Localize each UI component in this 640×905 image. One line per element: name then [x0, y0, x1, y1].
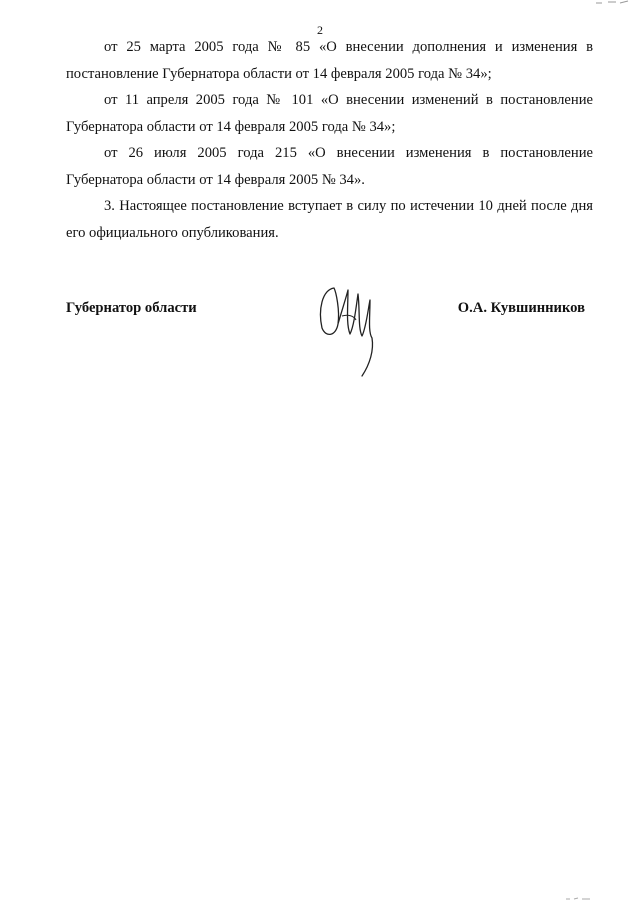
paragraph-rest: дня его официального опубликования.: [66, 198, 593, 241]
handwritten-signature: [312, 280, 388, 378]
signer-name: О.А. Кувшинников: [457, 300, 585, 316]
page-number: 2: [317, 23, 323, 37]
paragraph-first-line: от 25 марта 2005 года № 85 «О внесении дополнения и изменения в: [104, 39, 593, 55]
signer-title: Губернатор области: [66, 300, 197, 316]
paragraph-amendment-april: [66, 87, 593, 141]
paragraph-first-line: 3. Настоящее постановление вступает в силу по истечении 10 дней после: [104, 198, 567, 214]
paragraph-rest: постановление Губернатора области от 14 февраля 2005 года № 34»;: [66, 66, 492, 82]
paragraph-amendment-july: [66, 140, 593, 194]
paragraph-rest: Губернатора области от 14 февраля 2005 № 34».: [66, 172, 365, 188]
paragraph-first-line: от 26 июля 2005 года 215 «О внесении изменения в постановление: [104, 145, 593, 161]
paragraph-amendment-march: [66, 34, 593, 88]
paragraph-effective-date: [66, 193, 593, 247]
paragraph-first-line: от 11 апреля 2005 года № 101 «О внесении изменений в постановление: [104, 92, 593, 108]
scan-artifact-mark: [594, 0, 630, 6]
paragraph-rest: Губернатора области от 14 февраля 2005 года № 34»;: [66, 119, 396, 135]
scan-artifact-mark: [564, 896, 592, 902]
